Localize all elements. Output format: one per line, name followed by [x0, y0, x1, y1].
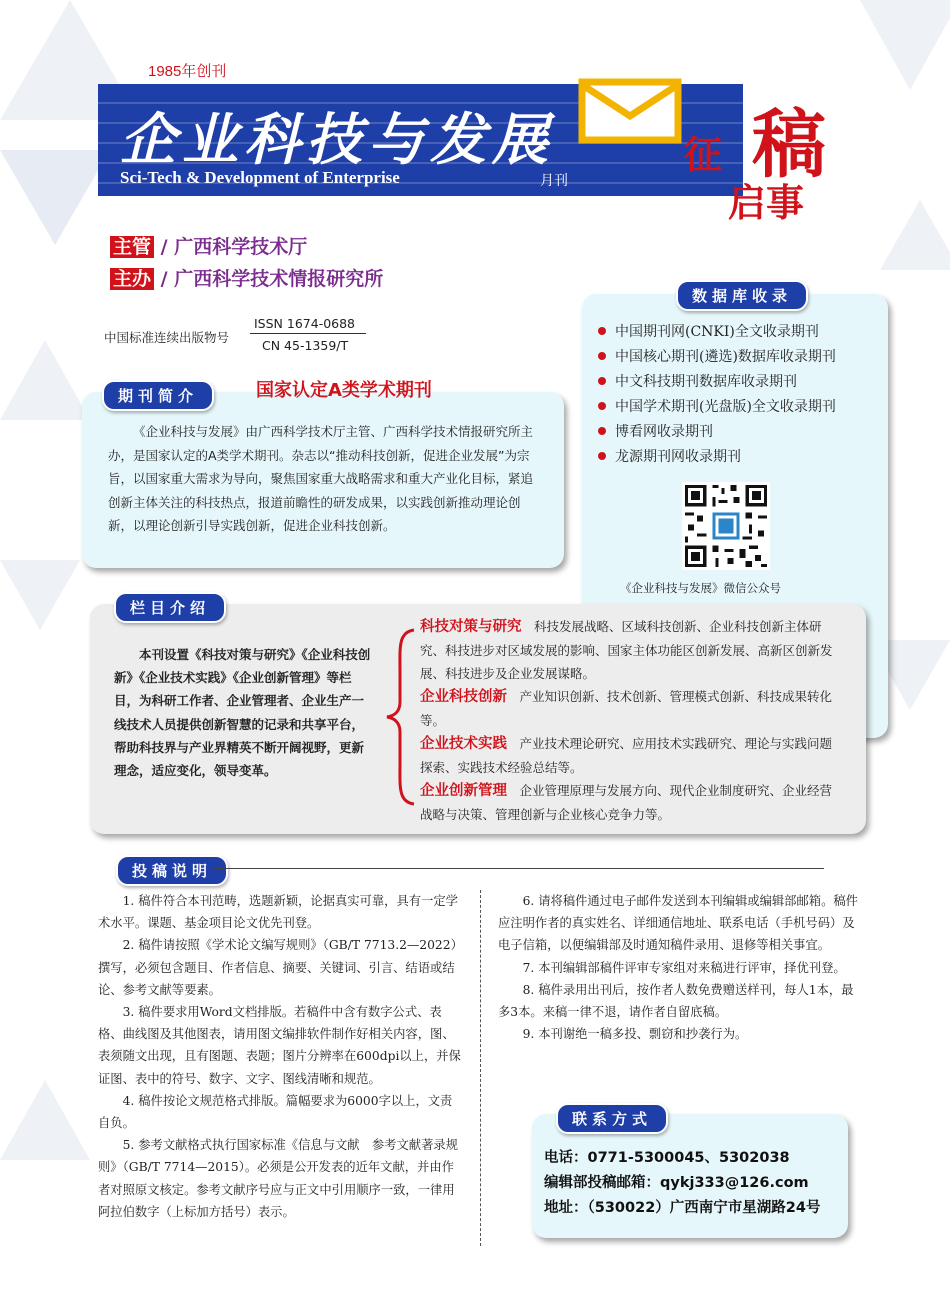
- cn-number: CN 45-1359/T: [262, 338, 349, 353]
- call-zheng: 征: [684, 132, 723, 177]
- column-title: 企业技术实践: [420, 736, 507, 752]
- supervisor-name: / 广西科学技术厅: [160, 236, 308, 258]
- contact-heading: 联系方式: [556, 1103, 668, 1134]
- column-desc: 企业管理原理与发展方向、现代企业制度研究、企业经营战略与决策、管理创新与企业核心竞争力等。: [420, 783, 833, 822]
- journal-title-cn: 企业科技与发展: [120, 107, 554, 173]
- guideline-item: 7. 本刊编辑部稿件评审专家组对来稿进行评审，择优刊登。: [522, 960, 846, 975]
- guideline-item: 5. 参考文献格式执行国家标准《信息与文献 参考文献著录规则》（GB/T 7714—2015）。必须是公开发表的近年文献，并由作者对照原文核定。参考文献序号应与正文中引用顺序一致，一律用阿拉伯数字（上标加方括号）表示。: [98, 1138, 458, 1219]
- organizer-name: / 广西科学技术情报研究所: [160, 268, 384, 290]
- rating-badge: 国家认定A类学术期刊: [256, 380, 432, 401]
- submission-rule: [214, 868, 824, 869]
- column-item: [420, 615, 844, 685]
- call-gao: 稿: [752, 102, 826, 188]
- column-title: 企业创新管理: [420, 783, 507, 799]
- supervisor-tag: 主管: [110, 236, 154, 258]
- column-desc: 科技发展战略、区域科技创新、企业科技创新主体研究、科技进步对区域发展的影响、国家主体功能区创新发展、高新区创新发展、科技进步及企业发展谋略。: [420, 619, 833, 681]
- issn-number: ISSN 1674-0688: [254, 316, 356, 331]
- list-item: 中文科技期刊数据库收录期刊: [598, 370, 836, 395]
- call-qishi: 启事: [728, 180, 805, 225]
- intro-paragraph: 《企业科技与发展》由广西科学技术厅主管、广西科学技术情报研究所主办，是国家认定的A类学术期刊。杂志以“推动科技创新，促进企业发展”为宗旨，以国家重大需求为导向，聚焦国家重大战略需求和重大产业化目标，紧追创新主体关注的科技热点，报道前瞻性的研发成果，以实践创新推动理论创新，以理论创新引导实践创新，促进企业科技创新。: [108, 424, 534, 533]
- issn-divider: [250, 333, 366, 334]
- organizer-tag: 主办: [110, 268, 154, 290]
- contact-address: 地址：（530022）广西南宁市星湖路24号: [544, 1200, 821, 1216]
- database-heading: 数据库收录: [676, 280, 808, 311]
- guideline-item: 1. 稿件符合本刊范畴，选题新颖，论据真实可靠，具有一定学术水平。课题、基金项目论文优先刊登。: [98, 894, 458, 931]
- column-item: [420, 685, 844, 732]
- guideline-item: 9. 本刊谢绝一稿多投、剽窃和抄袭行为。: [522, 1027, 748, 1042]
- guideline-item: 6. 请将稿件通过电子邮件发送到本刊编辑或编辑部邮箱。稿件应注明作者的真实姓名、详细通信地址、联系电话（手机号码）及电子信箱，以便编辑部及时通知稿件录用、退修等相关事宜。: [498, 894, 858, 953]
- column-title: 科技对策与研究: [420, 619, 522, 635]
- qr-code-icon[interactable]: [682, 482, 770, 570]
- qr-caption: 《企业科技与发展》微信公众号: [620, 581, 781, 595]
- envelope-icon: [578, 78, 682, 144]
- column-title: 企业科技创新: [420, 689, 507, 705]
- submission-right-column: [498, 890, 864, 1045]
- columns-heading: 栏目介绍: [114, 592, 226, 623]
- contact-phone: 电话：0771-5300045、5302038: [544, 1150, 790, 1166]
- database-list: [598, 320, 836, 470]
- contact-email[interactable]: 编辑部投稿邮箱：qykj333@126.com: [544, 1175, 809, 1191]
- founded-year: 1985年创刊: [148, 63, 227, 80]
- column-item: [420, 732, 844, 779]
- guideline-item: 3. 稿件要求用Word文档排版。若稿件中含有数字公式、表格、曲线图及其他图表，请用图文编排软件制作好相关内容，图、表须随文出现，且有图题、表题；图片分辨率在600dpi以上，并保证图、表中的符号、数字、文字、图线清晰和规范。: [98, 1005, 461, 1086]
- journal-title-en: Sci-Tech & Development of Enterprise: [120, 168, 400, 187]
- bullet-icon: [598, 377, 606, 385]
- issn-label: 中国标准连续出版物号: [104, 330, 230, 345]
- bullet-icon: [598, 352, 606, 360]
- supervisor-line: [110, 232, 307, 259]
- list-item: 博看网收录期刊: [598, 420, 836, 445]
- guideline-item: 2. 稿件请按照《学术论文编写规则》（GB/T 7713.2—2022）撰写，必须包含题目、作者信息、摘要、关键词、引言、结语或结论、参考文献等要素。: [98, 938, 463, 997]
- bullet-icon: [598, 452, 606, 460]
- guideline-item: 8. 稿件录用出刊后，按作者人数免费赠送样刊，每人1本，最多3本。来稿一律不退，请作者自留底稿。: [498, 982, 854, 1020]
- list-item: 中国学术期刊(光盘版)全文收录期刊: [598, 395, 836, 420]
- columns-summary: 本刊设置《科技对策与研究》《企业科技创新》《企业技术实践》《企业创新管理》等栏目，为科研工作者、企业管理者、企业生产一线技术人员提供创新智慧的记录和共享平台，帮助科技界与产业界精英不断开阔视野，更新理念，适应变化，领导变革。: [114, 647, 371, 779]
- list-item: 龙源期刊网收录期刊: [598, 445, 836, 470]
- column-divider: [480, 890, 481, 1246]
- organizer-line: [110, 264, 383, 291]
- frequency-label: 月刊: [540, 173, 568, 189]
- guideline-item: 4. 稿件按论文规范格式排版。篇幅要求为6000字以上，文责自负。: [98, 1093, 453, 1131]
- submission-left-column: [98, 890, 464, 1223]
- list-item: 中国核心期刊(遴选)数据库收录期刊: [598, 345, 836, 370]
- bullet-icon: [598, 402, 606, 410]
- intro-heading: 期刊简介: [102, 380, 214, 411]
- bullet-icon: [598, 427, 606, 435]
- column-item: [420, 779, 844, 826]
- column-desc: 产业知识创新、技术创新、管理模式创新、科技成果转化等。: [420, 689, 833, 728]
- bullet-icon: [598, 327, 606, 335]
- submission-heading: 投稿说明: [116, 855, 228, 886]
- column-desc: 产业技术理论研究、应用技术实践研究、理论与实践问题探索、实践技术经验总结等。: [420, 736, 833, 775]
- list-item: 中国期刊网(CNKI)全文收录期刊: [598, 320, 836, 345]
- brace-icon: [384, 628, 418, 806]
